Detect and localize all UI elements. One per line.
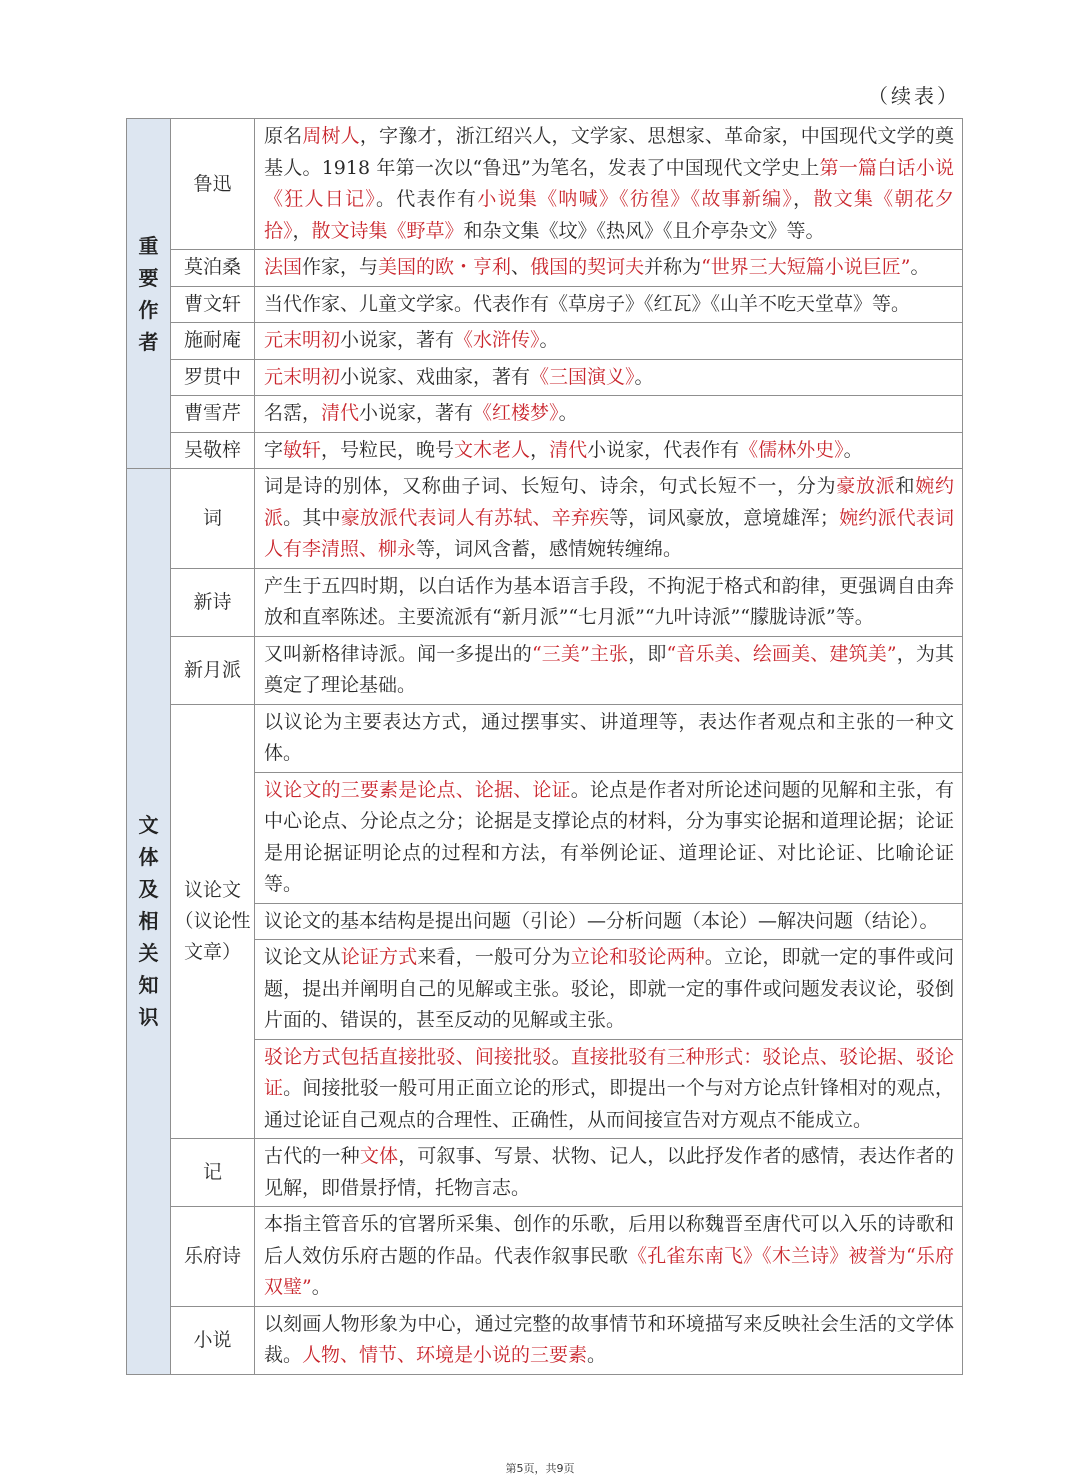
body-text: ，: [530, 438, 550, 461]
body-text: 小说家、戏曲家，著有: [340, 365, 531, 388]
table-row: [127, 396, 963, 433]
row-content: [255, 119, 963, 250]
highlight-text: 文木老人: [454, 438, 531, 461]
row-content: [255, 704, 963, 772]
body-text: 小说家，著有: [340, 329, 455, 351]
row-label: 施耐庵: [171, 323, 255, 360]
table-row: [127, 323, 963, 360]
row-content: [255, 396, 963, 433]
section-header-genres: [127, 469, 171, 1375]
highlight-text: 周树人: [302, 125, 360, 147]
body-text: 并称为: [644, 256, 702, 278]
highlight-text: “世界三大短篇小说巨匠”: [701, 256, 911, 278]
body-text: 和杂文集《坟》《热风》《且介亭杂文》等。: [463, 219, 825, 242]
row-content: [255, 568, 963, 636]
body-text: ，字豫才，浙江绍兴人，文学家、思想家、革命家，中国现代文学的奠基人。1918 年第一次以“鲁迅”为笔名，发表了中国现代文学史上: [264, 125, 954, 179]
highlight-text: 《孔雀东南飞》《木兰诗》被誉为“乐府双璧”: [264, 1244, 954, 1298]
body-text: 小说家，著有: [359, 402, 474, 424]
body-text: 。: [551, 1045, 571, 1068]
body-text: 等，词风含蓄，感情婉转缠绵。: [416, 538, 683, 560]
highlight-text: 豪放派: [836, 475, 896, 497]
table-row: [127, 432, 963, 469]
table-row: [127, 119, 963, 250]
row-content: [255, 250, 963, 287]
highlight-text: 人物、情节、环境是小说的三要素: [302, 1344, 588, 1366]
highlight-text: 散文诗集《野草》: [311, 219, 464, 242]
highlight-text: 法国: [264, 256, 303, 278]
body-text: ，可叙事、写景、状物、记人，以此抒发作者的感情，表达作者的见解，即借景抒情，托物言志。: [264, 1145, 954, 1199]
highlight-text: 豪放派代表词人有苏轼、辛弃疾: [340, 506, 610, 529]
row-content: [255, 359, 963, 396]
row-label: 曹雪芹: [171, 396, 255, 433]
row-label: 曹文轩: [171, 286, 255, 323]
row-label: 记: [171, 1139, 255, 1207]
body-text: ，为其奠定了理论基础。: [264, 642, 954, 696]
table-row: [127, 250, 963, 287]
highlight-text: 第一篇白话小说《狂人日记》: [264, 156, 954, 210]
continued-label: （续表）: [868, 84, 960, 108]
highlight-text: 小说集《呐喊》《彷徨》《故事新编》: [477, 188, 794, 210]
table-row: [127, 568, 963, 636]
section-header-authors: [127, 119, 171, 469]
row-content: [255, 432, 963, 469]
body-text: 。代表作有: [376, 188, 478, 210]
row-label: 词: [171, 469, 255, 569]
body-text: 古代的一种: [264, 1145, 360, 1167]
row-label: 莫泊桑: [171, 250, 255, 287]
row-content: [255, 1306, 963, 1374]
body-text: 当代作家、儿童文学家。代表作有《草房子》《红瓦》《山羊不吃天堂草》等。: [264, 292, 911, 315]
highlight-text: 敏轩: [283, 438, 322, 461]
body-text: 。: [910, 256, 930, 278]
row-label: 新诗: [171, 568, 255, 636]
body-text: 又叫新格律诗派。闻一多提出的: [264, 642, 532, 665]
highlight-text: 《儒林外史》: [739, 438, 844, 461]
table-row: [127, 1207, 963, 1307]
row-content: [255, 286, 963, 323]
body-text: 来看，一般可分为: [417, 946, 571, 968]
row-content: [255, 903, 963, 940]
highlight-text: 散文集《朝花夕拾》: [264, 188, 954, 242]
highlight-text: 俄国的契诃夫: [530, 256, 645, 278]
table-row: [127, 704, 963, 772]
highlight-text: 文体: [359, 1145, 399, 1167]
body-text: 。间接批驳一般可用正面立论的形式，即提出一个与对方论点针锋相对的观点，通过论证自己观点的合理性、正确性，从而间接宣告对方观点不能成立。: [264, 1077, 954, 1131]
knowledge-table: [126, 118, 963, 1375]
highlight-text: 议论文的三要素是论点、论据、论证: [264, 778, 571, 801]
highlight-text: 立论和驳论两种: [570, 946, 705, 968]
body-text: 。: [587, 1344, 607, 1366]
body-text: 字: [264, 438, 284, 461]
body-text: 。: [311, 1276, 331, 1298]
highlight-text: 元末明初: [264, 329, 341, 351]
body-text: 词是诗的别体，又称曲子词、长短句、诗余，句式长短不一，分为: [264, 475, 837, 497]
highlight-text: “音乐美、绘画美、建筑美”: [666, 642, 897, 665]
body-text: 小说家，代表作有: [587, 438, 740, 461]
row-label: 议论文（议论性文章）: [171, 704, 255, 1139]
body-text: 。: [539, 329, 559, 351]
table-row: [127, 469, 963, 569]
row-label: 乐府诗: [171, 1207, 255, 1307]
row-content: [255, 469, 963, 569]
highlight-text: 元末明初: [264, 365, 341, 388]
body-text: 以议论为主要表达方式，通过摆事实、讲道理等，表达作者观点和主张的一种文体。: [264, 710, 954, 764]
row-label: 吴敬梓: [171, 432, 255, 469]
row-label: 鲁迅: [171, 119, 255, 250]
highlight-text: 婉约派代表词人有李清照、柳永: [264, 506, 954, 560]
row-content: [255, 772, 963, 903]
row-content: [255, 1039, 963, 1139]
row-label: 罗贯中: [171, 359, 255, 396]
highlight-text: 驳论方式包括直接批驳、间接批驳: [264, 1045, 552, 1068]
body-text: 议论文从: [264, 946, 341, 968]
body-text: 产生于五四时期，以白话作为基本语言手段，不拘泥于格式和韵律，更强调自由奔放和直率陈述。主要流派有“新月派”“七月派”“九叶诗派”“朦胧诗派”等。: [264, 574, 954, 628]
highlight-text: 《三国演义》: [530, 365, 635, 388]
body-text: ，即: [628, 642, 667, 665]
body-text: ，号粒民，晚号: [321, 438, 455, 461]
body-text: 以刻画人物形象为中心，通过完整的故事情节和环境描写来反映社会生活的文学体裁。: [264, 1312, 954, 1366]
body-text: 作家，与: [302, 256, 379, 278]
body-text: ，: [292, 219, 312, 242]
row-label: 新月派: [171, 636, 255, 704]
row-content: [255, 1139, 963, 1207]
row-content: [255, 636, 963, 704]
body-text: 。: [634, 365, 654, 388]
body-text: ，: [793, 188, 814, 210]
table-row: [127, 359, 963, 396]
body-text: 。: [843, 438, 863, 461]
body-text: 原名: [264, 125, 303, 147]
table-row: [127, 1306, 963, 1374]
body-text: 。论点是作者对所论述问题的见解和主张，有中心论点、分论点之分；论据是支撑论点的材料，分为事实论据和道理论据；论证是用论据证明论点的过程和方法，有举例论证、道理论证、对比论证、比喻论证等。: [264, 778, 954, 895]
row-content: [255, 323, 963, 360]
body-text: 、: [511, 256, 531, 278]
body-text: 本指主管音乐的官署所采集、创作的乐歌，后用以称魏晋至唐代可以入乐的诗歌和后人效仿乐府古题的作品。代表作叙事民歌: [264, 1213, 954, 1267]
body-text: 名霑，: [264, 402, 322, 424]
highlight-text: 《红楼梦》: [473, 402, 559, 424]
table-row: [127, 636, 963, 704]
body-text: 议论文的基本结构是提出问题（引论）—分析问题（本论）—解决问题（结论）。: [264, 909, 939, 932]
highlight-text: 婉约派: [264, 475, 954, 529]
row-label: 小说: [171, 1306, 255, 1374]
body-text: 等，词风豪放，意境雄浑；: [609, 506, 839, 529]
section-title: 文体及相关知识: [138, 813, 159, 1030]
highlight-text: 清代: [321, 402, 360, 424]
row-content: [255, 1207, 963, 1307]
page-footer: 第5页，共9页: [505, 1462, 575, 1475]
highlight-text: “三美”主张: [531, 642, 629, 665]
highlight-text: 《水浒传》: [454, 329, 540, 351]
table-row: [127, 286, 963, 323]
highlight-text: 美国的欧・亨利: [378, 256, 512, 278]
body-text: 。: [558, 402, 578, 424]
body-text: 和: [895, 475, 916, 497]
highlight-text: 清代: [549, 438, 588, 461]
highlight-text: 直接批驳有三种形式：驳论点、驳论据、驳论证: [264, 1045, 954, 1099]
section-title: 重要作者: [138, 233, 159, 354]
highlight-text: 论证方式: [340, 946, 418, 968]
body-text: 。立论，即就一定的事件或问题，提出并阐明自己的见解或主张。驳论，即就一定的事件或问题发表议论，驳倒片面的、错误的，甚至反动的见解或主张。: [264, 946, 954, 1031]
row-content: [255, 940, 963, 1040]
table-row: [127, 1139, 963, 1207]
body-text: 。其中: [283, 506, 341, 529]
